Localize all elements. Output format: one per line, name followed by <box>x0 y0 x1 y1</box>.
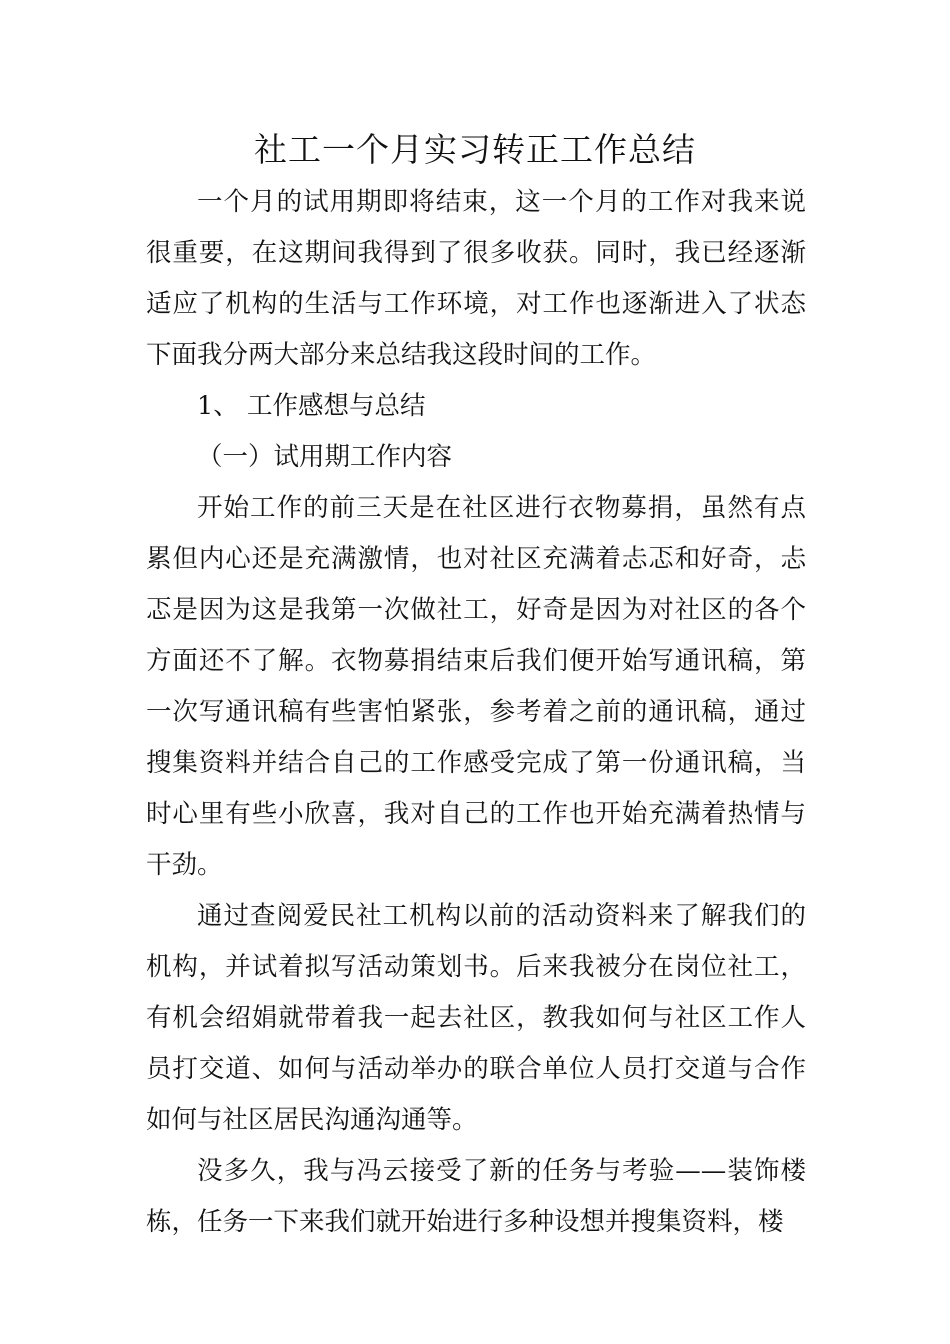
section-heading <box>146 381 806 432</box>
document-title: 社工一个月实习转正工作总结 <box>254 130 696 169</box>
body-paragraph-2: 通过查阅爱民社工机构以前的活动资料来了解我们的机构，并试着拟写活动策划书。后来我被分在岗位社工，有机会绍娟就带着我一起去社区，教我如何与社区工作人员打交道、如何与活动举办的联合单位人员打交道与合作如何与社区居民沟通沟通等。 <box>146 901 806 1135</box>
section-number: 1、 <box>197 391 239 421</box>
body-paragraph-1: 开始工作的前三天是在社区进行衣物募捐，虽然有点累但内心还是充满激情，也对社区充满着忐忑和好奇，忐忑是因为这是我第一次做社工，好奇是因为对社区的各个方面还不了解。衣物募捐结束后我们便开始写通讯稿，第一次写通讯稿有些害怕紧张，参考着之前的通讯稿，通过搜集资料并结合自己的工作感受完成了第一份通讯稿，当时心里有些小欣喜，我对自己的工作也开始充满着热情与干劲。 <box>146 493 806 880</box>
document-body <box>146 177 806 1248</box>
body-paragraph-3: 没多久，我与冯云接受了新的任务与考验——装饰楼栋，任务一下来我们就开始进行多种设想并搜集资料，楼 <box>146 1156 806 1237</box>
subsection-heading: （一）试用期工作内容 <box>197 442 453 472</box>
section-title: 工作感想与总结 <box>247 391 426 421</box>
intro-paragraph: 一个月的试用期即将结束，这一个月的工作对我来说很重要，在这期间我得到了很多收获。同时，我已经逐渐适应了机构的生活与工作环境，对工作也逐渐进入了状态下面我分两大部分来总结我这段时间的工作。 <box>146 187 806 370</box>
